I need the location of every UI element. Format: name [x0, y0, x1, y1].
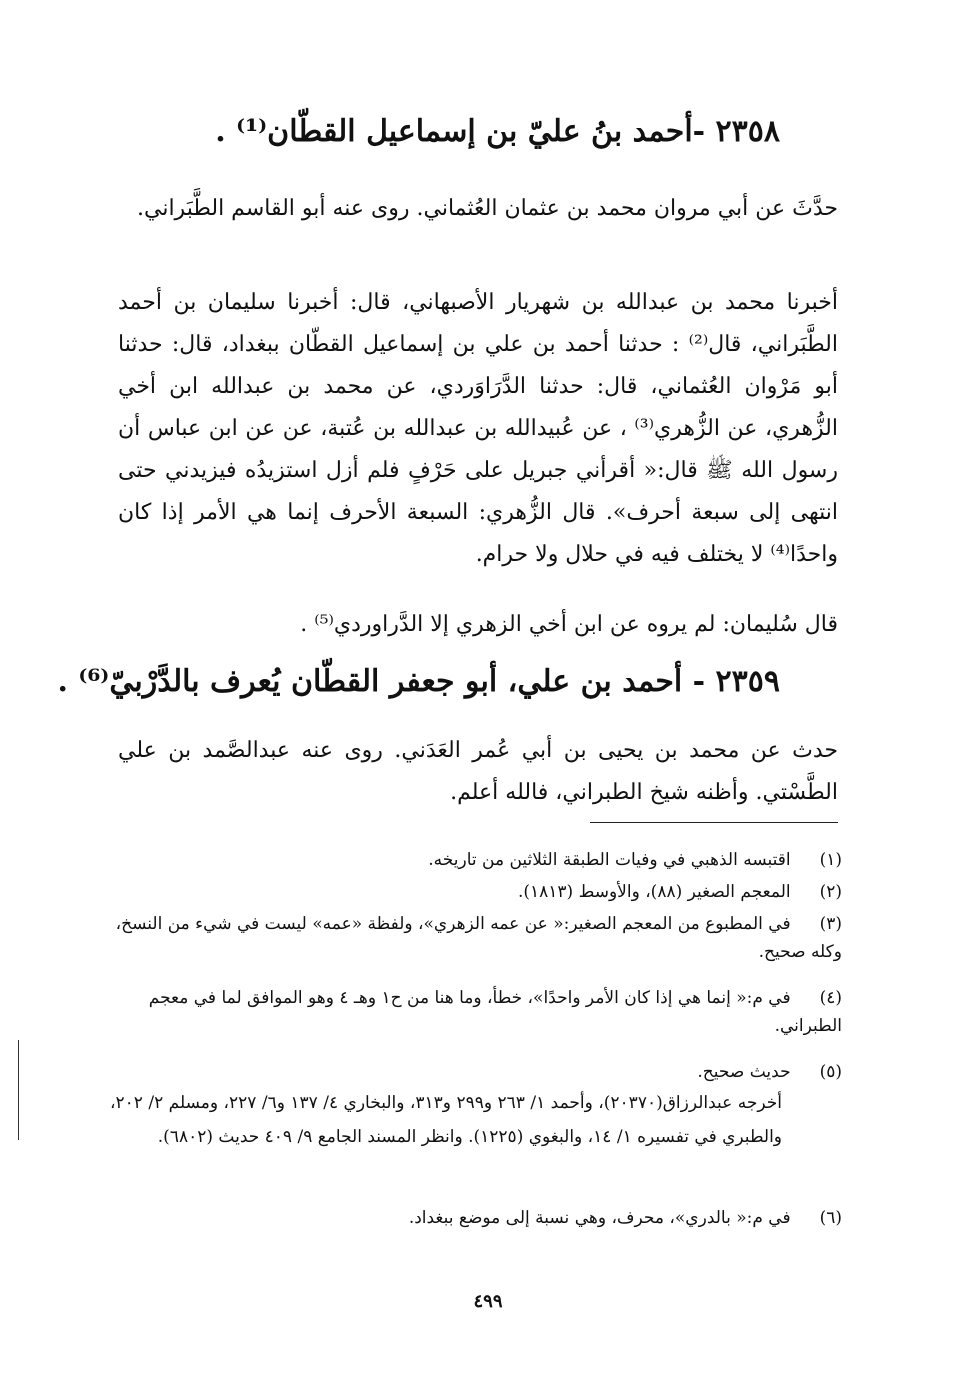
footnote-3 [110, 910, 842, 966]
page-number: ٤٩٩ [473, 1291, 503, 1312]
footnote-number: (٤) [819, 988, 842, 1008]
footnote-number: (٥) [819, 1062, 842, 1082]
footnote-4 [110, 984, 842, 1040]
entry-2358-narration: حدَّثَ عن أبي مروان محمد بن عثمان العُثماني. روى عنه أبو القاسم الطَّبَراني. [136, 196, 838, 221]
footnote-6 [110, 1204, 842, 1232]
footnote-text: اقتبسه الذهبي في وفيات الطبقة الثلاثين من تاريخه. [428, 850, 791, 870]
footnote-number: (٢) [819, 882, 842, 902]
footnote-text: في م:« إنما هي إذا كان الأمر واحدًا»، خطأ، وما هنا من ح١ وهـ ٤ وهو الموافق لما في معجم الطبراني. [148, 988, 842, 1036]
footnote-divider [590, 822, 838, 823]
footnote-text: في المطبوع من المعجم الصغير:« عن عمه الزهري»، ولفظة «عمه» ليست في شيء من النسخ، وكله صحيح. [115, 914, 842, 962]
entry-2358-remark: قال سُليمان: لم يروه عن ابن أخي الزهري إلا الدَّراوردي⁽⁵⁾ . [300, 612, 838, 637]
footnote-5 [110, 1058, 842, 1086]
footnote-text: المعجم الصغير (٨٨)، والأوسط (١٨١٣). [517, 882, 791, 902]
footnote-text: حديث صحيح. [697, 1062, 791, 1082]
footnote-text: في م:« بالدري»، محرف، وهي نسبة إلى موضع ببغداد. [408, 1208, 791, 1228]
footnote-number: (٦) [819, 1208, 842, 1228]
footnote-number: (٣) [819, 914, 842, 934]
entry-heading-2358: ٢٣٥٨ -أحمد بنُ عليّ بن إسماعيل القطّان⁽¹⁾ . [215, 114, 780, 149]
scan-margin-line [18, 1040, 19, 1140]
entry-heading-2359: ٢٣٥٩ - أحمد بن علي، أبو جعفر القطّان يُعرف بالدَّرْبيّ⁽⁶⁾ . [57, 664, 780, 699]
footnote-5-detail: أخرجه عبدالرزاق(٢٠٣٧٠)، وأحمد ١/ ٢٦٣ و٢٩٩ و٣١٣، والبخاري ٤/ ١٣٧ و٦/ ٢٢٧، ومسلم ٢/ ٢٠٢، والطبري في تفسيره ١/ ١٤، والبغوي (١٢٢٥). وانظر المسند الجامع ٩/ ٤٠٩ حديث (٦٨٠٢). [110, 1093, 782, 1147]
footnote-number: (١) [819, 850, 842, 870]
footnote-2 [110, 878, 842, 906]
entry-2358-hadith: أخبرنا محمد بن عبدالله بن شهريار الأصبهاني، قال: أخبرنا سليمان بن أحمد الطَّبَراني، قال⁽²⁾ : حدثنا أحمد بن علي بن إسماعيل القطّان ببغداد، قال: حدثنا أبو مَرْوان العُثماني، قال: حدثنا الدَّرَاوَردي، عن محمد بن عبدالله ابن أخي الزُّهري، عن الزُّهري⁽³⁾ ، عن عُبيدالله بن عبدالله بن عُتبة، عن عن ابن عباس أن رسول الله ﷺ قال:« أقرأني جبريل على حَرْفٍ فلم أزل استزيدُه فيزيدني حتى انتهى إلى سبعة أحرف». قال الزُّهري: السبعة الأحرف إنما هي الأمر إذا كان واحدًا⁽⁴⁾ لا يختلف فيه في حلال ولا حرام. [118, 290, 838, 567]
footnote-1 [110, 846, 842, 874]
entry-2359-narration: حدث عن محمد بن يحيى بن أبي عُمر العَدَني. روى عنه عبدالصَّمد بن علي الطَّسْتي. وأظنه شيخ الطبراني، فالله أعلم. [118, 738, 838, 805]
